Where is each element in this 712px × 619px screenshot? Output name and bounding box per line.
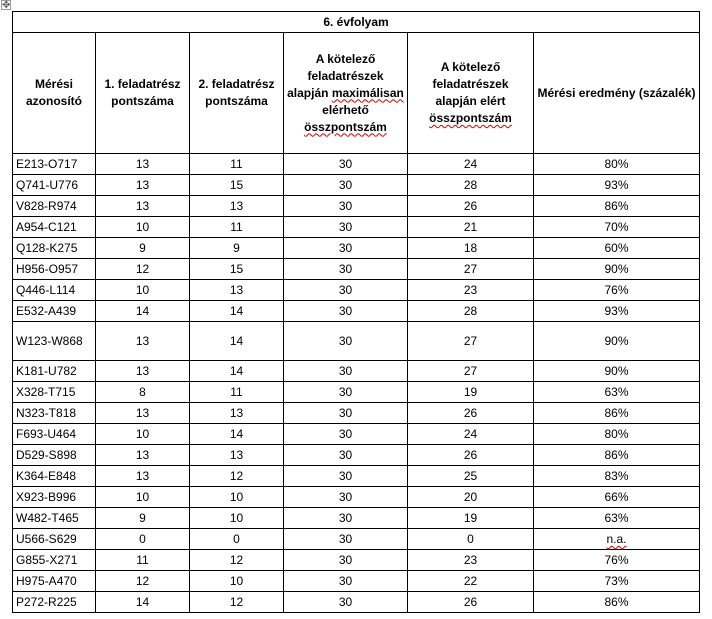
cell-part2: 0 — [190, 529, 284, 550]
cell-part1: 12 — [96, 259, 190, 280]
cell-part1: 10 — [96, 280, 190, 301]
table-row — [13, 322, 700, 361]
cell-part2: 12 — [190, 466, 284, 487]
table-row — [13, 175, 700, 196]
cell-id: D529-S898 — [13, 445, 96, 466]
cell-max-points: 30 — [284, 175, 408, 196]
cell-part2: 11 — [190, 382, 284, 403]
cell-part2: 11 — [190, 154, 284, 175]
cell-achieved: 23 — [408, 550, 534, 571]
cell-id: V828-R974 — [13, 196, 96, 217]
cell-part2: 14 — [190, 424, 284, 445]
cell-part1: 10 — [96, 487, 190, 508]
cell-part1: 13 — [96, 196, 190, 217]
cell-max-points: 30 — [284, 592, 408, 613]
table-row — [13, 154, 700, 175]
cell-part2: 12 — [190, 550, 284, 571]
cell-max-points: 30 — [284, 322, 408, 361]
cell-id: E213-O717 — [13, 154, 96, 175]
cell-max-points: 30 — [284, 403, 408, 424]
cell-achieved: 23 — [408, 280, 534, 301]
cell-part2: 13 — [190, 445, 284, 466]
cell-max-points: 30 — [284, 529, 408, 550]
cell-result: 86% — [534, 445, 700, 466]
table-row — [13, 301, 700, 322]
table-row — [13, 592, 700, 613]
header-part2: 2. feladatrész pontszáma — [190, 33, 284, 154]
cell-achieved: 18 — [408, 238, 534, 259]
cell-max-points: 30 — [284, 508, 408, 529]
header-id: Mérési azonosító — [13, 33, 96, 154]
cell-result: 70% — [534, 217, 700, 238]
cell-part1: 13 — [96, 175, 190, 196]
cell-part2: 12 — [190, 592, 284, 613]
header-max-points-text: A kötelező feladatrészek alapján maximálisan elérhető összpontszám — [287, 51, 404, 134]
table-row — [13, 445, 700, 466]
cell-id: E532-A439 — [13, 301, 96, 322]
cell-achieved: 28 — [408, 301, 534, 322]
cell-result: n.a. — [534, 529, 700, 550]
cell-result: 80% — [534, 154, 700, 175]
cell-part2: 14 — [190, 322, 284, 361]
table-header-row — [13, 33, 700, 154]
cell-max-points: 30 — [284, 259, 408, 280]
cell-part1: 13 — [96, 445, 190, 466]
header-result: Mérési eredmény (százalék) — [534, 33, 700, 154]
table-row — [13, 382, 700, 403]
cell-part2: 10 — [190, 571, 284, 592]
cell-id: H956-O957 — [13, 259, 96, 280]
cell-achieved: 26 — [408, 403, 534, 424]
cell-part1: 13 — [96, 466, 190, 487]
cell-part1: 0 — [96, 529, 190, 550]
cell-result: 60% — [534, 238, 700, 259]
cell-part2: 13 — [190, 403, 284, 424]
cell-part1: 12 — [96, 571, 190, 592]
cell-max-points: 30 — [284, 196, 408, 217]
table-row — [13, 280, 700, 301]
cell-achieved: 21 — [408, 217, 534, 238]
cell-result: 63% — [534, 382, 700, 403]
table-row — [13, 466, 700, 487]
cell-id: N323-T818 — [13, 403, 96, 424]
cell-id: K181-U782 — [13, 361, 96, 382]
cell-result: 90% — [534, 322, 700, 361]
cell-achieved: 26 — [408, 196, 534, 217]
cell-part2: 14 — [190, 301, 284, 322]
cell-id: X328-T715 — [13, 382, 96, 403]
table-row — [13, 424, 700, 445]
cell-result: 63% — [534, 508, 700, 529]
cell-part2: 10 — [190, 487, 284, 508]
table-row — [13, 238, 700, 259]
cell-achieved: 26 — [408, 592, 534, 613]
cell-max-points: 30 — [284, 550, 408, 571]
cell-id: Q128-K275 — [13, 238, 96, 259]
cell-achieved: 27 — [408, 259, 534, 280]
cell-result: 83% — [534, 466, 700, 487]
cell-max-points: 30 — [284, 571, 408, 592]
cell-part2: 13 — [190, 280, 284, 301]
cell-max-points: 30 — [284, 280, 408, 301]
cell-part1: 13 — [96, 361, 190, 382]
cell-achieved: 28 — [408, 175, 534, 196]
cell-achieved: 25 — [408, 466, 534, 487]
cell-max-points: 30 — [284, 301, 408, 322]
table-row — [13, 361, 700, 382]
cell-part1: 10 — [96, 217, 190, 238]
cell-result: 76% — [534, 550, 700, 571]
table-row — [13, 217, 700, 238]
cell-achieved: 27 — [408, 322, 534, 361]
cell-result: 86% — [534, 592, 700, 613]
header-part1: 1. feladatrész pontszáma — [96, 33, 190, 154]
cell-max-points: 30 — [284, 466, 408, 487]
cell-id: X923-B996 — [13, 487, 96, 508]
table-row — [13, 508, 700, 529]
table-row — [13, 571, 700, 592]
cell-id: H975-A470 — [13, 571, 96, 592]
cell-max-points: 30 — [284, 217, 408, 238]
cell-id: F693-U464 — [13, 424, 96, 445]
results-table — [12, 11, 700, 613]
cell-part1: 13 — [96, 403, 190, 424]
cell-part1: 8 — [96, 382, 190, 403]
header-max-points — [284, 33, 408, 154]
cell-max-points: 30 — [284, 361, 408, 382]
cell-part1: 14 — [96, 301, 190, 322]
cell-part2: 14 — [190, 361, 284, 382]
table-row — [13, 550, 700, 571]
cell-achieved: 24 — [408, 154, 534, 175]
cell-achieved: 20 — [408, 487, 534, 508]
cell-id: W123-W868 — [13, 322, 96, 361]
cell-achieved: 27 — [408, 361, 534, 382]
cell-result: 80% — [534, 424, 700, 445]
cell-id: W482-T465 — [13, 508, 96, 529]
cell-result: 76% — [534, 280, 700, 301]
cell-id: A954-C121 — [13, 217, 96, 238]
cell-id: G855-X271 — [13, 550, 96, 571]
table-row — [13, 529, 700, 550]
cell-max-points: 30 — [284, 424, 408, 445]
cell-part1: 11 — [96, 550, 190, 571]
header-achieved — [408, 33, 534, 154]
cell-max-points: 30 — [284, 487, 408, 508]
cell-achieved: 22 — [408, 571, 534, 592]
cell-part2: 15 — [190, 259, 284, 280]
cell-achieved: 24 — [408, 424, 534, 445]
cell-result: 86% — [534, 196, 700, 217]
cell-part1: 13 — [96, 322, 190, 361]
cell-result: 73% — [534, 571, 700, 592]
cell-result: 90% — [534, 361, 700, 382]
cell-part2: 15 — [190, 175, 284, 196]
cell-part1: 14 — [96, 592, 190, 613]
cell-id: Q741-U776 — [13, 175, 96, 196]
header-achieved-text: A kötelező feladatrészek alapján elért összpontszám — [429, 60, 512, 125]
table-title: 6. évfolyam — [13, 12, 700, 33]
cell-max-points: 30 — [284, 382, 408, 403]
table-row — [13, 259, 700, 280]
cell-result: 93% — [534, 175, 700, 196]
cell-result: 90% — [534, 259, 700, 280]
cell-part2: 11 — [190, 217, 284, 238]
cell-part1: 10 — [96, 424, 190, 445]
cell-part2: 9 — [190, 238, 284, 259]
cell-id: P272-R225 — [13, 592, 96, 613]
cell-achieved: 26 — [408, 445, 534, 466]
cell-part1: 9 — [96, 508, 190, 529]
cell-result: 66% — [534, 487, 700, 508]
cell-achieved: 19 — [408, 382, 534, 403]
table-row — [13, 196, 700, 217]
cell-result: 86% — [534, 403, 700, 424]
cell-id: K364-E848 — [13, 466, 96, 487]
cell-part2: 13 — [190, 196, 284, 217]
cell-achieved: 19 — [408, 508, 534, 529]
cell-part2: 10 — [190, 508, 284, 529]
cell-result: 93% — [534, 301, 700, 322]
table-row — [13, 403, 700, 424]
table-body — [13, 154, 700, 613]
table-row — [13, 487, 700, 508]
cell-max-points: 30 — [284, 445, 408, 466]
cell-id: Q446-L114 — [13, 280, 96, 301]
cell-max-points: 30 — [284, 154, 408, 175]
cell-id: U566-S629 — [13, 529, 96, 550]
table-move-handle-icon[interactable]: ✥ — [2, 0, 11, 11]
cell-achieved: 0 — [408, 529, 534, 550]
cell-max-points: 30 — [284, 238, 408, 259]
cell-part1: 9 — [96, 238, 190, 259]
table-title-row — [13, 12, 700, 33]
cell-part1: 13 — [96, 154, 190, 175]
